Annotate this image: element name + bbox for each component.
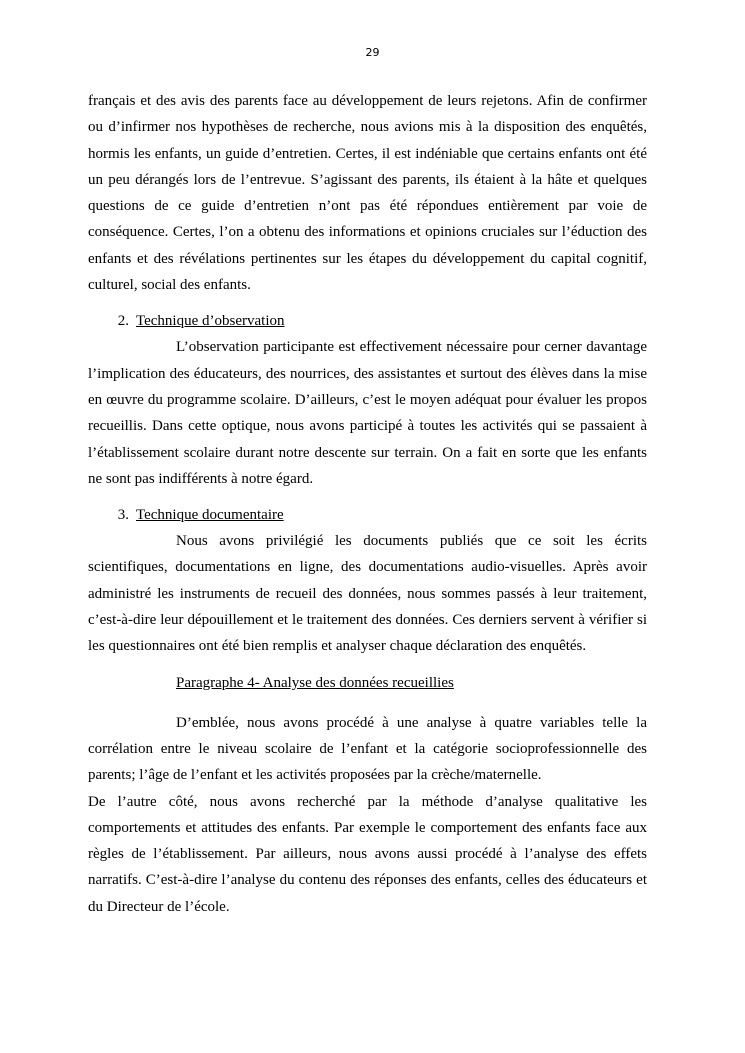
paragraph-heading-analyse xyxy=(88,670,647,696)
section-heading-observation xyxy=(88,308,647,334)
section-title: Technique d’observation xyxy=(136,313,285,330)
section-number: 2. xyxy=(117,313,129,330)
section-heading-documentaire xyxy=(88,502,647,528)
paragraph-documentaire: Nous avons privilégié les documents publiés que ce soit les écrits scientifiques, documentations en ligne, des documentations audio-visuelles. Après avoir administré les instruments de recueil des données, nous sommes passés à leur traitement, c’est-à-dire leur dépouillement et le traitement des données. Ces derniers servent à vérifier si les questionnaires ont été bien remplis et analyser chaque déclaration des enquêtés. xyxy=(88,533,647,655)
paragraph-heading-text: Paragraphe 4- Analyse des données recueillies xyxy=(176,674,454,691)
document-body xyxy=(88,88,647,920)
paragraph-intro: français et des avis des parents face au développement de leurs rejetons. Afin de confirmer ou d’infirmer nos hypothèses de recherche, nous avions mis à la disposition des enquêtés, hormis les enfants, un guide d’entretien. Certes, il est indéniable que certains enfants ont été un peu dérangés lors de l’entrevue. S’agissant des parents, ils étaient à la hâte et quelques questions de ce guide d’entretien n’ont pas été répondues entièrement par voie de conséquence. Certes, l’on a obtenu des informations et opinions cruciales sur l’éduction des enfants et des révélations pertinentes sur les étapes du développement du capital cognitif, culturel, social des enfants. xyxy=(88,93,647,294)
paragraph-observation: L’observation participante est effectivement nécessaire pour cerner davantage l’implication des éducateurs, des nourrices, des assistantes et surtout des élèves dans la mise en œuvre du programme scolaire. D’ailleurs, c’est le moyen adéquat pour évaluer les propos recueillis. Dans cette optique, nous avons participé à toutes les activités qui se passaient à l’établissement scolaire durant notre descente sur terrain. On a fait en sorte que les enfants ne sont pas indifférents à notre égard. xyxy=(88,339,647,487)
page-number: 29 xyxy=(365,46,380,59)
section-number: 3. xyxy=(117,507,129,524)
paragraph-analyse: D’emblée, nous avons procédé à une analyse à quatre variables telle la corrélation entre le niveau scolaire de l’enfant et la catégorie socioprofessionnelle des parents; l’âge de l’enfant et les activités proposées par la crèche/maternelle. xyxy=(88,714,647,784)
section-title: Technique documentaire xyxy=(136,507,284,524)
paragraph-qualitative: De l’autre côté, nous avons recherché par la méthode d’analyse qualitative les comportements et attitudes des enfants. Par exemple le comportement des enfants face aux règles de l’établissement. Par ailleurs, nous avons aussi procédé à l’analyse des effets narratifs. C’est-à-dire l’analyse du contenu des réponses des enfants, celles des éducateurs et du Directeur de l’école. xyxy=(88,793,647,915)
